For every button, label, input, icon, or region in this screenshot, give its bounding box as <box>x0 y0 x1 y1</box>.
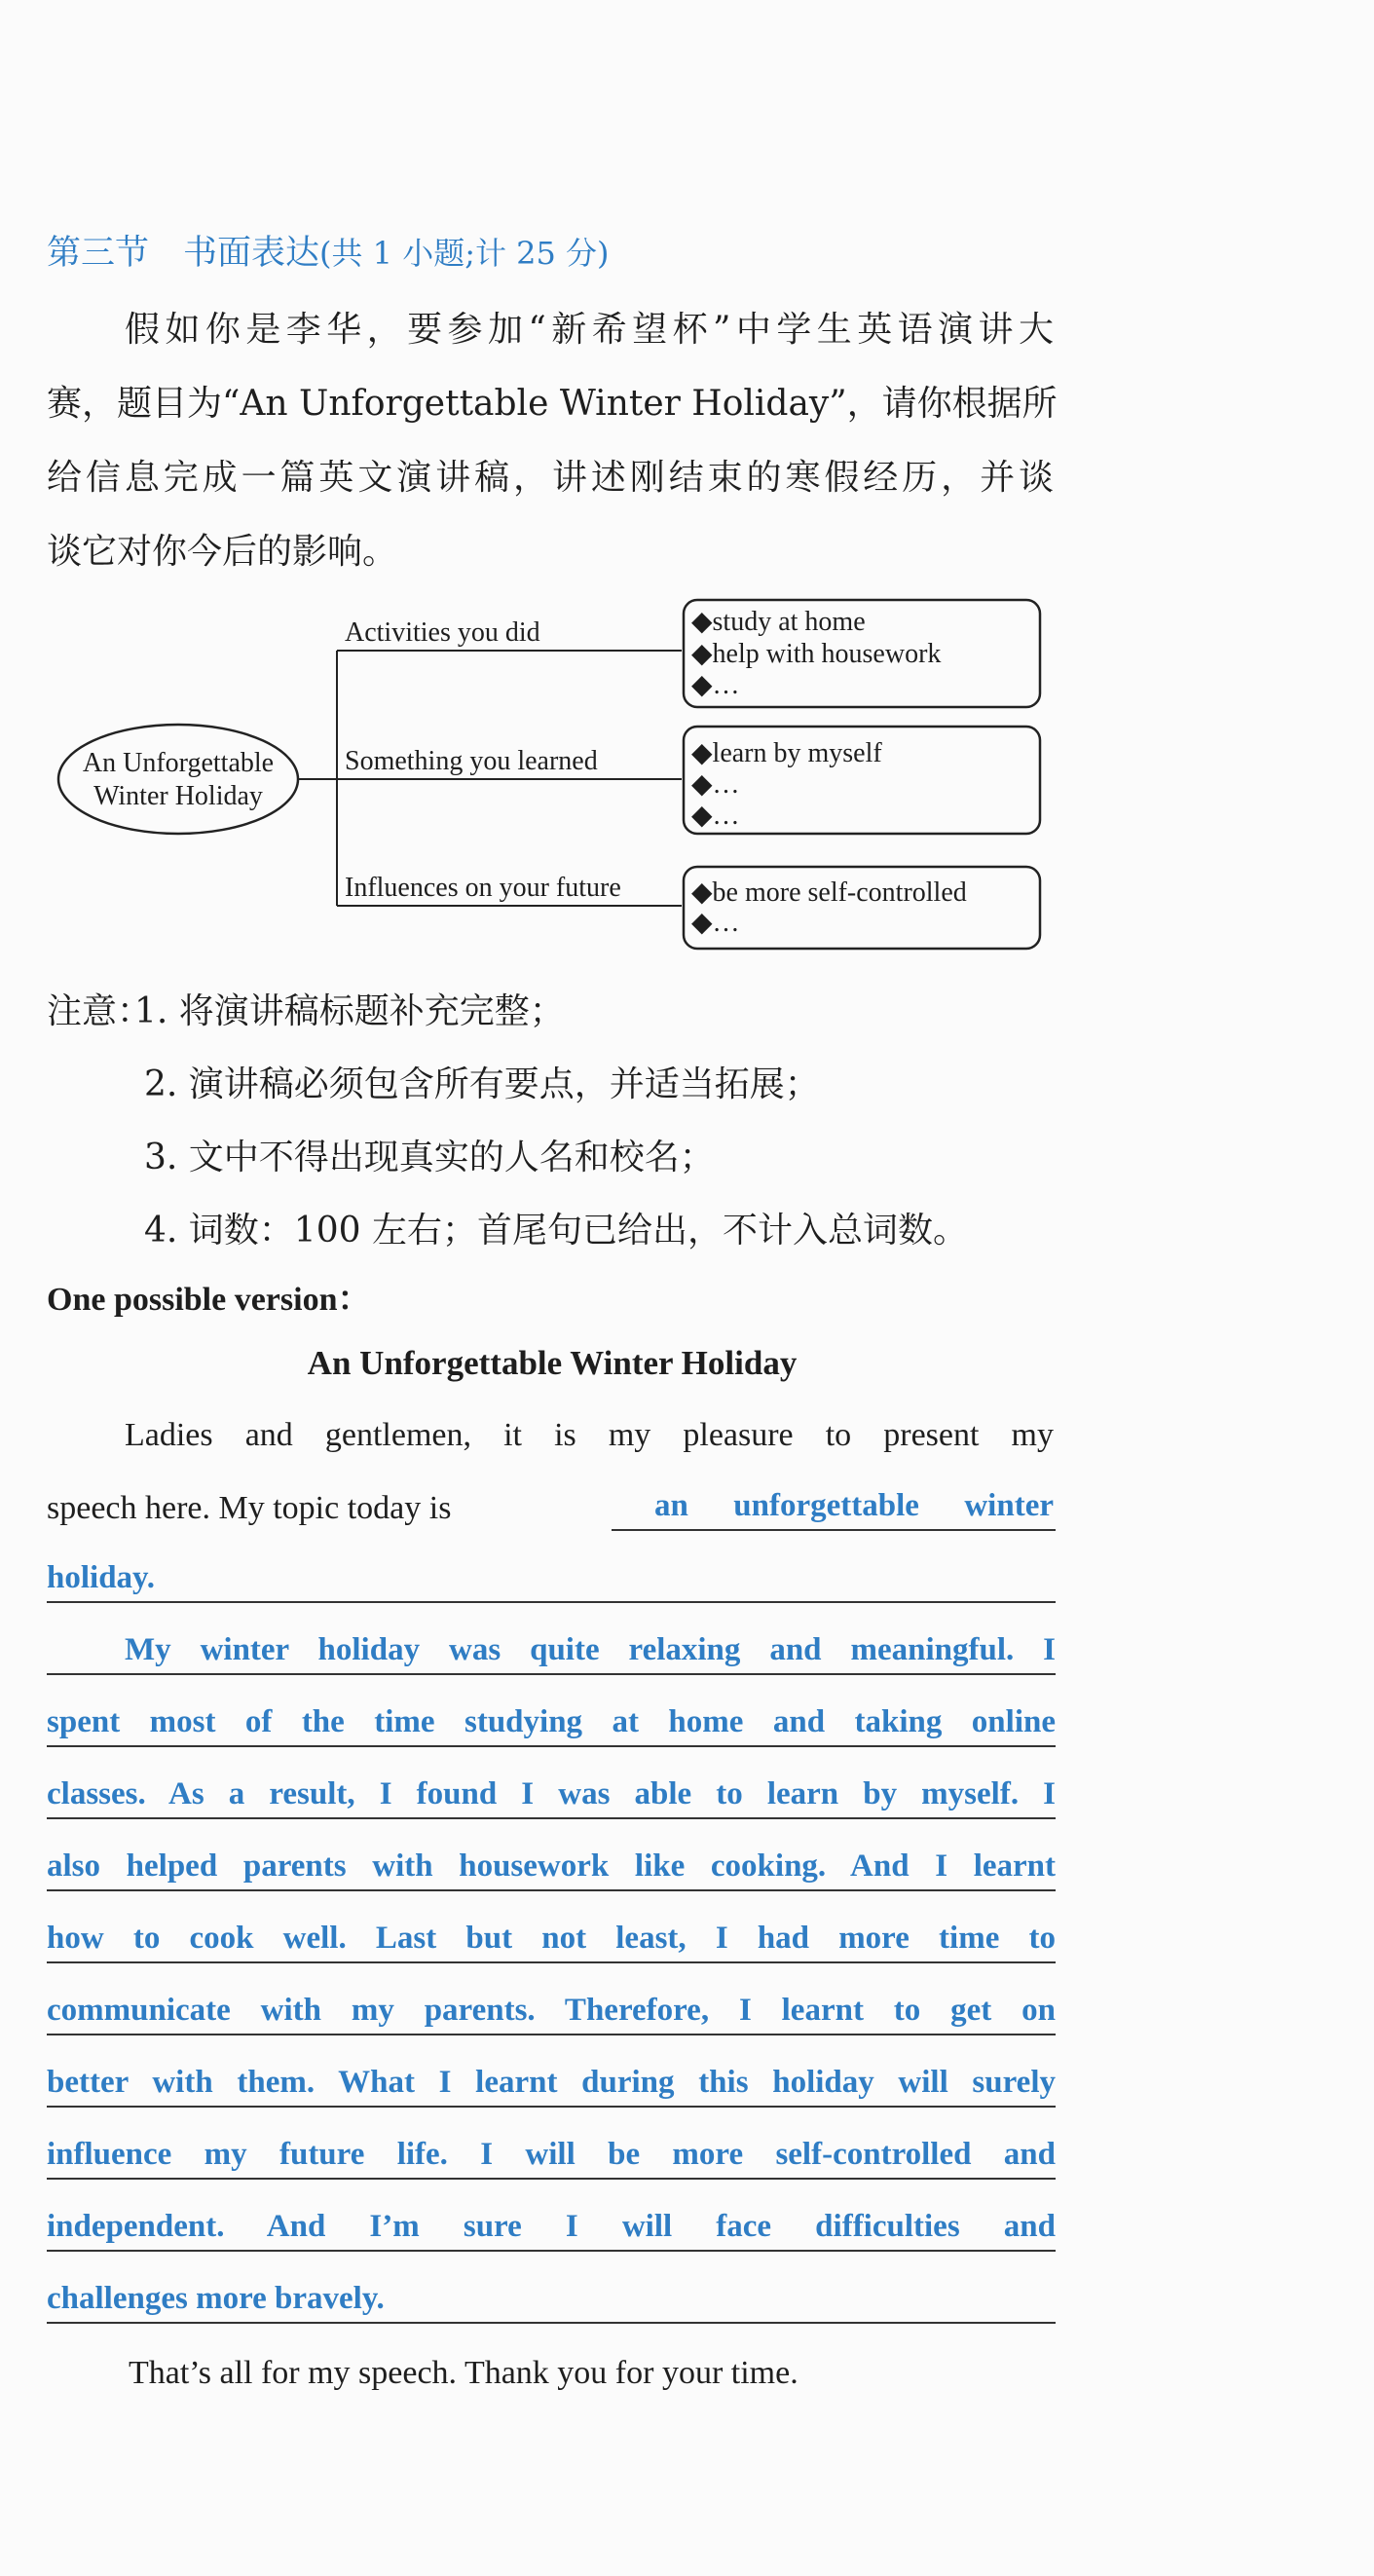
branch-item: ◆learn by myself <box>691 738 882 768</box>
branch-item: ◆… <box>691 801 740 831</box>
body-underline <box>47 1817 1056 1819</box>
notes-item: 2. 演讲稿必须包含所有要点，并适当拓展； <box>144 1064 820 1104</box>
branch-label: Influences on your future <box>345 873 621 903</box>
section-heading <box>47 226 610 275</box>
branch-item: ◆study at home <box>691 607 866 637</box>
section-heading-note: (共 1 小题;计 25 分) <box>319 235 610 272</box>
blank-fill: holiday. <box>47 1560 155 1595</box>
center-label: An Unforgettable <box>82 748 275 778</box>
body-line: spent most of the time studying at home and taking online <box>47 1704 1056 1739</box>
prompt-line: 谈它对你今后的影响。 <box>47 532 398 572</box>
branch-item: ◆help with housework <box>691 639 942 669</box>
answer-title: An Unforgettable Winter Holiday <box>307 1344 798 1382</box>
branch-item: ◆… <box>691 908 740 938</box>
branch-label: Something you learned <box>345 746 598 776</box>
body-line: also helped parents with housework like cooking. And I learnt <box>47 1848 1056 1884</box>
body-underline <box>47 2106 1056 2108</box>
branch-item: ◆be more self-controlled <box>691 877 967 908</box>
blank-underline <box>47 1601 1056 1603</box>
branch-item: ◆… <box>691 670 740 700</box>
notes-title: 注意： <box>47 991 153 1031</box>
opening-line: speech here. My topic today is <box>47 1490 452 1526</box>
body-underline <box>47 2250 1056 2252</box>
notes-item: 1. 将演讲稿标题补充完整； <box>134 991 565 1031</box>
body-line: how to cook well. Last but not least, I had more time to <box>47 1921 1056 1956</box>
prompt-line: 赛，题目为“An Unforgettable Winter Holiday”，请你根据所 <box>47 384 1058 424</box>
mind-map-diagram <box>0 584 1374 974</box>
body-underline <box>47 1961 1056 1963</box>
body-underline <box>47 2034 1056 2035</box>
branch-item: ◆… <box>691 769 740 800</box>
body-line: influence my future life. I will be more self-controlled and <box>47 2137 1056 2172</box>
opening-line: Ladies and gentlemen, it is my pleasure to present my <box>125 1417 1054 1453</box>
body-underline <box>47 1745 1056 1747</box>
closing-line: That’s all for my speech. Thank you for your time. <box>129 2355 798 2391</box>
body-line: communicate with my parents. Therefore, I learnt to get on <box>47 1993 1056 2028</box>
body-line: challenges more bravely. <box>47 2281 385 2316</box>
body-underline <box>47 2322 1056 2324</box>
body-line: independent. And I’m sure I will face difficulties and <box>47 2209 1056 2244</box>
body-underline <box>47 1673 1056 1675</box>
center-ellipse <box>58 725 298 834</box>
center-label: Winter Holiday <box>93 781 263 811</box>
body-line: classes. As a result, I found I was able to learn by myself. I <box>47 1776 1056 1811</box>
body-underline <box>47 2178 1056 2180</box>
body-line: better with them. What I learnt during this holiday will surely <box>47 2065 1056 2100</box>
blank-underline <box>612 1529 1056 1531</box>
notes-item: 3. 文中不得出现真实的人名和校名； <box>144 1138 715 1177</box>
notes-item: 4. 词数：100 左右；首尾句已给出，不计入总词数。 <box>144 1211 968 1251</box>
prompt-line: 假如你是李华，要参加“新希望杯”中学生英语演讲大 <box>125 310 1054 350</box>
body-underline <box>47 1889 1056 1891</box>
prompt-line: 给信息完成一篇英文演讲稿，讲述刚结束的寒假经历，并谈 <box>47 458 1054 498</box>
answer-label: One possible version： <box>47 1282 371 1318</box>
branch-label: Activities you did <box>345 617 540 648</box>
blank-fill: an unforgettable winter <box>654 1488 1054 1523</box>
body-line: My winter holiday was quite relaxing and meaningful. I <box>125 1632 1056 1667</box>
section-heading-title: 第三节 书面表达 <box>47 234 320 273</box>
